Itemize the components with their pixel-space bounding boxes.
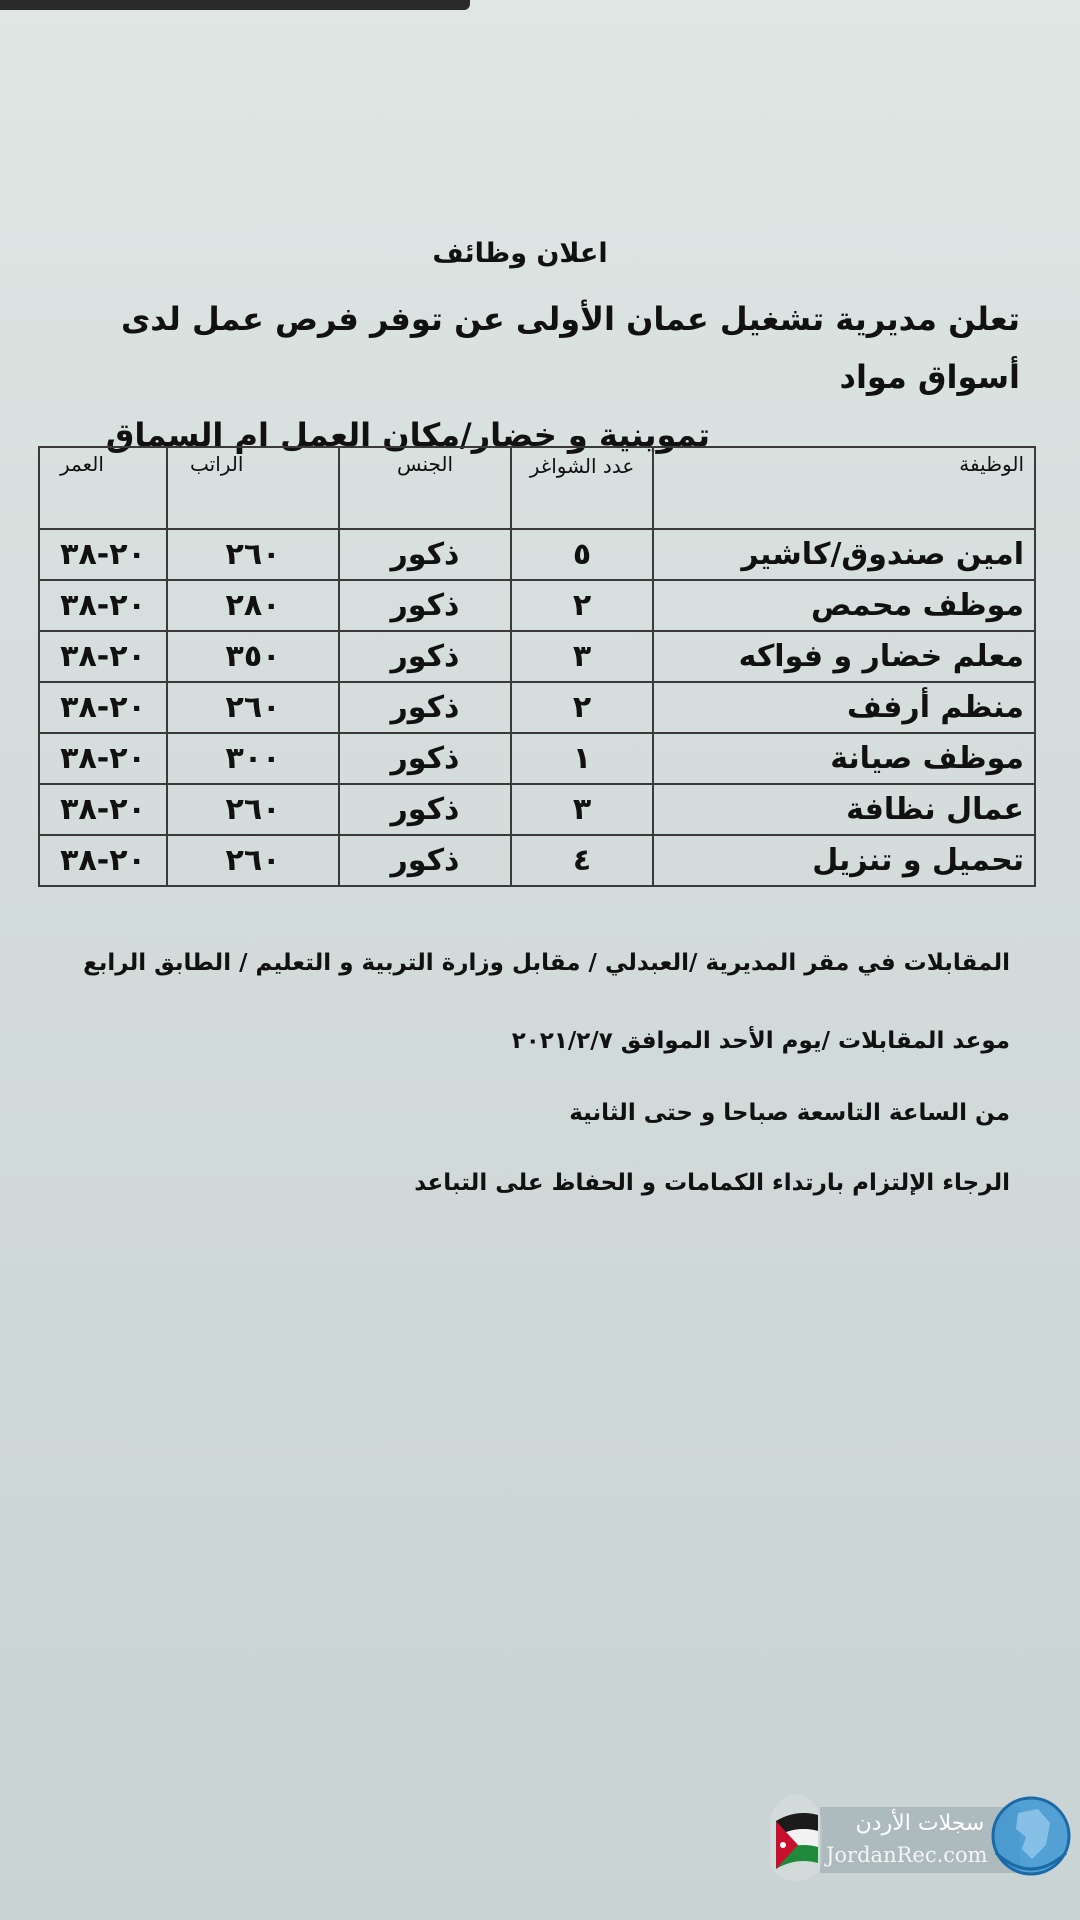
vacancy-count: ٤: [511, 835, 653, 886]
table-row: [39, 529, 1035, 580]
gender: ذكور: [339, 682, 511, 733]
gender: ذكور: [339, 784, 511, 835]
salary: ٣٥٠: [167, 631, 339, 682]
salary: ٢٦٠: [167, 784, 339, 835]
header-salary: الراتب: [167, 447, 339, 529]
vacancy-count: ٣: [511, 631, 653, 682]
age-range: ٢٠-٣٨: [39, 682, 167, 733]
site-watermark: [760, 1785, 1078, 1905]
gender: ذكور: [339, 835, 511, 886]
table-header-row: [39, 447, 1035, 529]
jordan-flag-icon: [766, 1791, 826, 1883]
age-range: ٢٠-٣٨: [39, 529, 167, 580]
job-title: موظف صيانة: [653, 733, 1035, 784]
jobs-table: [38, 446, 1036, 887]
gender: ذكور: [339, 580, 511, 631]
header-gender: الجنس: [339, 447, 511, 529]
age-range: ٢٠-٣٨: [39, 631, 167, 682]
watermark-arabic-text: سجلات الأردن: [855, 1811, 985, 1836]
table-row: [39, 631, 1035, 682]
interview-location-note: المقابلات في مقر المديرية /العبدلي / مقابل وزارة التربية و التعليم / الطابق الرابع: [83, 950, 1010, 976]
gender: ذكور: [339, 529, 511, 580]
vacancy-count: ٥: [511, 529, 653, 580]
salary: ٢٦٠: [167, 682, 339, 733]
vacancy-count: ٣: [511, 784, 653, 835]
intro-line-1: تعلن مديرية تشغيل عمان الأولى عن توفر فرص عمل لدى أسواق مواد: [120, 300, 1020, 396]
gender: ذكور: [339, 631, 511, 682]
header-job: الوظيفة: [653, 447, 1035, 529]
age-range: ٢٠-٣٨: [39, 835, 167, 886]
age-range: ٢٠-٣٨: [39, 784, 167, 835]
vacancy-count: ٢: [511, 580, 653, 631]
globe-map-icon: [988, 1793, 1074, 1879]
table-row: [39, 835, 1035, 886]
intro-line-2: تموينية و خضار/مكان العمل ام السماق: [105, 416, 710, 454]
header-count: عدد الشواغر: [511, 447, 653, 529]
job-title: معلم خضار و فواكه: [653, 631, 1035, 682]
intro-paragraph: [10, 290, 1020, 464]
table-row: [39, 733, 1035, 784]
watermark-english-text: JordanRec.com: [826, 1843, 988, 1867]
salary: ٣٠٠: [167, 733, 339, 784]
job-title: موظف محمص: [653, 580, 1035, 631]
page-title: اعلان وظائف: [432, 238, 608, 269]
salary: ٢٦٠: [167, 529, 339, 580]
gender: ذكور: [339, 733, 511, 784]
job-title: منظم أرفف: [653, 682, 1035, 733]
vacancy-count: ١: [511, 733, 653, 784]
interview-date-note: موعد المقابلات /يوم الأحد الموافق ٢٠٢١/٢/٧: [511, 1028, 1010, 1054]
salary: ٢٦٠: [167, 835, 339, 886]
header-age: العمر: [39, 447, 167, 529]
salary: ٢٨٠: [167, 580, 339, 631]
mask-request-note: الرجاء الإلتزام بارتداء الكمامات و الحفاظ على التباعد: [414, 1170, 1010, 1196]
age-range: ٢٠-٣٨: [39, 580, 167, 631]
job-title: تحميل و تنزيل: [653, 835, 1035, 886]
table-row: [39, 784, 1035, 835]
table-row: [39, 580, 1035, 631]
job-title: عمال نظافة: [653, 784, 1035, 835]
job-title: امين صندوق/كاشير: [653, 529, 1035, 580]
vacancy-count: ٢: [511, 682, 653, 733]
interview-time-note: من الساعة التاسعة صباحا و حتى الثانية: [569, 1100, 1010, 1126]
table-row: [39, 682, 1035, 733]
age-range: ٢٠-٣٨: [39, 733, 167, 784]
